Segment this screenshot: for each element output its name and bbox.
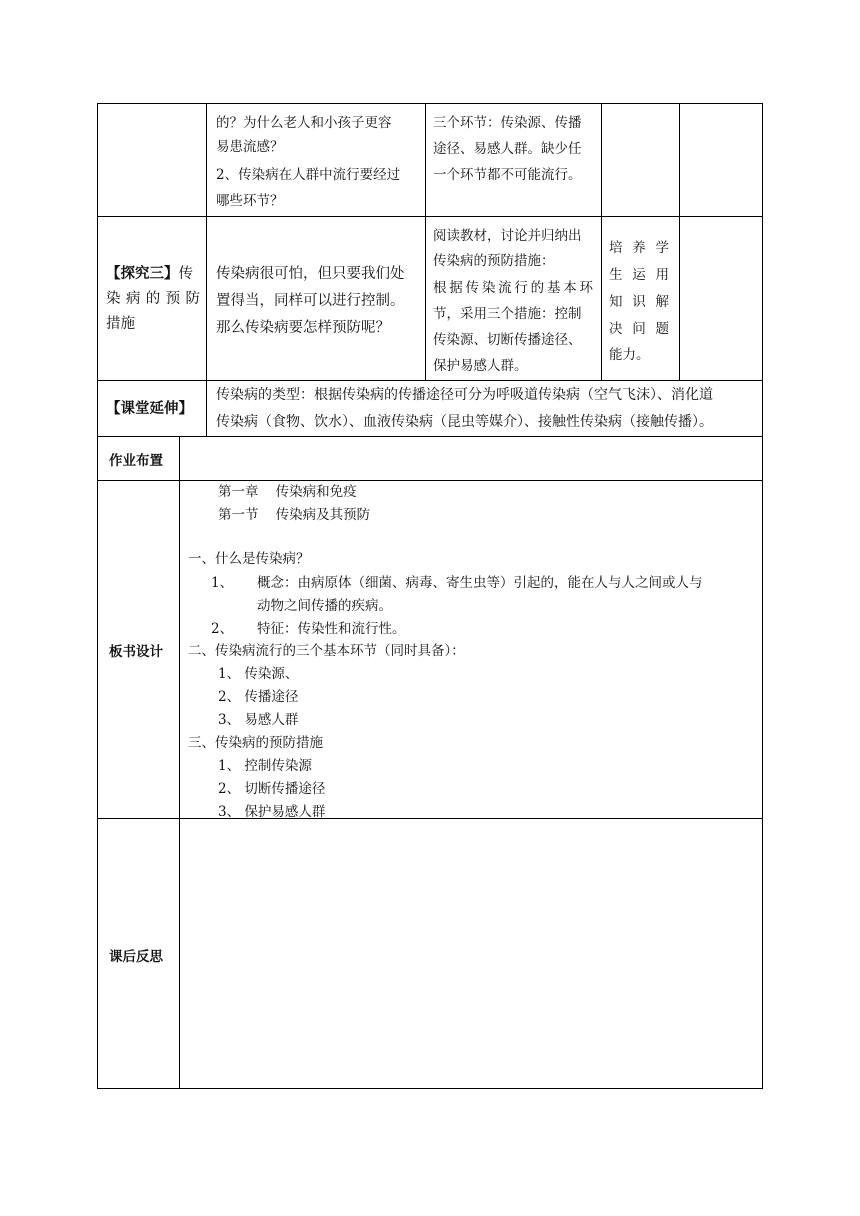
- inquiry-title-line2: 染病的预防: [106, 291, 200, 307]
- outline-item: 特征：传染性和流行性。: [257, 621, 406, 637]
- outline-item: 3、 易感人群: [218, 712, 299, 728]
- outline-item: 概念：由病原体（细菌、病毒、寄生虫等）引起的，能在人与人之间或人与: [257, 575, 703, 591]
- text-line: 传染病的类型：根据传染病的传播途径可分为呼吸道传染病（空气飞沫）、消化道: [216, 387, 713, 403]
- text-line: 传染源、切断传播途径、: [433, 332, 582, 348]
- outline-heading-2: 二、传染病流行的三个基本环节（同时具备）：: [188, 643, 465, 659]
- text-line: 置得当，同样可以进行控制。: [216, 293, 405, 309]
- outline-item-cont: 动物之间传播的疾病。: [257, 598, 392, 614]
- inquiry-title: 【探究三】: [106, 266, 179, 282]
- outline-item: 3、 保护易感人群: [218, 804, 326, 820]
- text-line: 根据传染流行的基本环: [433, 280, 593, 296]
- inquiry-title-rest: 传: [178, 266, 193, 282]
- text-line: 的？为什么老人和小孩子更容: [216, 115, 392, 131]
- outline-item: 2、 传播途径: [218, 689, 299, 705]
- text-line: 生运用: [609, 267, 669, 283]
- text-line: 传染病的预防措施：: [433, 253, 555, 269]
- homework-label: 作业布置: [109, 453, 163, 469]
- text-line: 三个环节：传染源、传播: [433, 115, 582, 131]
- text-line: 2、传染病在人群中流行要经过: [216, 167, 401, 183]
- text-line: 一个环节都不可能流行。: [433, 167, 582, 183]
- text-line: 哪些环节？: [216, 193, 284, 209]
- text-line: 阅读教材，讨论并归纳出: [433, 228, 582, 244]
- chapter-heading: 第一章 传染病和免疫: [218, 484, 357, 500]
- outline-item: 2、 切断传播途径: [218, 781, 326, 797]
- board-design-label: 板书设计: [109, 644, 163, 660]
- text-line: 决问题: [609, 321, 669, 337]
- outline-heading-3: 三、传染病的预防措施: [188, 735, 323, 751]
- outline-num: 2、: [211, 621, 234, 637]
- text-line: 能力。: [609, 347, 650, 363]
- text-line: 易患流感？: [216, 139, 284, 155]
- text-line: 保护易感人群。: [433, 358, 528, 374]
- outline-item: 1、 控制传染源: [218, 758, 312, 774]
- section-heading: 第一节 传染病及其预防: [218, 507, 371, 523]
- outline-num: 1、: [211, 575, 234, 591]
- text-line: 传染病很可怕，但只要我们处: [216, 266, 405, 282]
- text-line: 节，采用三个措施：控制: [433, 306, 582, 322]
- outline-item: 1、 传染源、: [218, 666, 299, 682]
- text-line: 知识解: [609, 294, 669, 310]
- text-line: 那么传染病要怎样预防呢？: [216, 320, 390, 336]
- inquiry-title-line3: 措施: [106, 316, 135, 332]
- outline-heading-1: 一、什么是传染病？: [188, 551, 310, 567]
- text-line: 培养学: [609, 240, 669, 256]
- text-line: 传染病（食物、饮水）、血液传染病（昆虫等媒介）、接触性传染病（接触传播）。: [216, 414, 713, 430]
- text-line: 途径、易感人群。缺少任: [433, 141, 582, 157]
- extension-label: 【课堂延伸】: [106, 401, 193, 417]
- reflection-label: 课后反思: [109, 949, 163, 965]
